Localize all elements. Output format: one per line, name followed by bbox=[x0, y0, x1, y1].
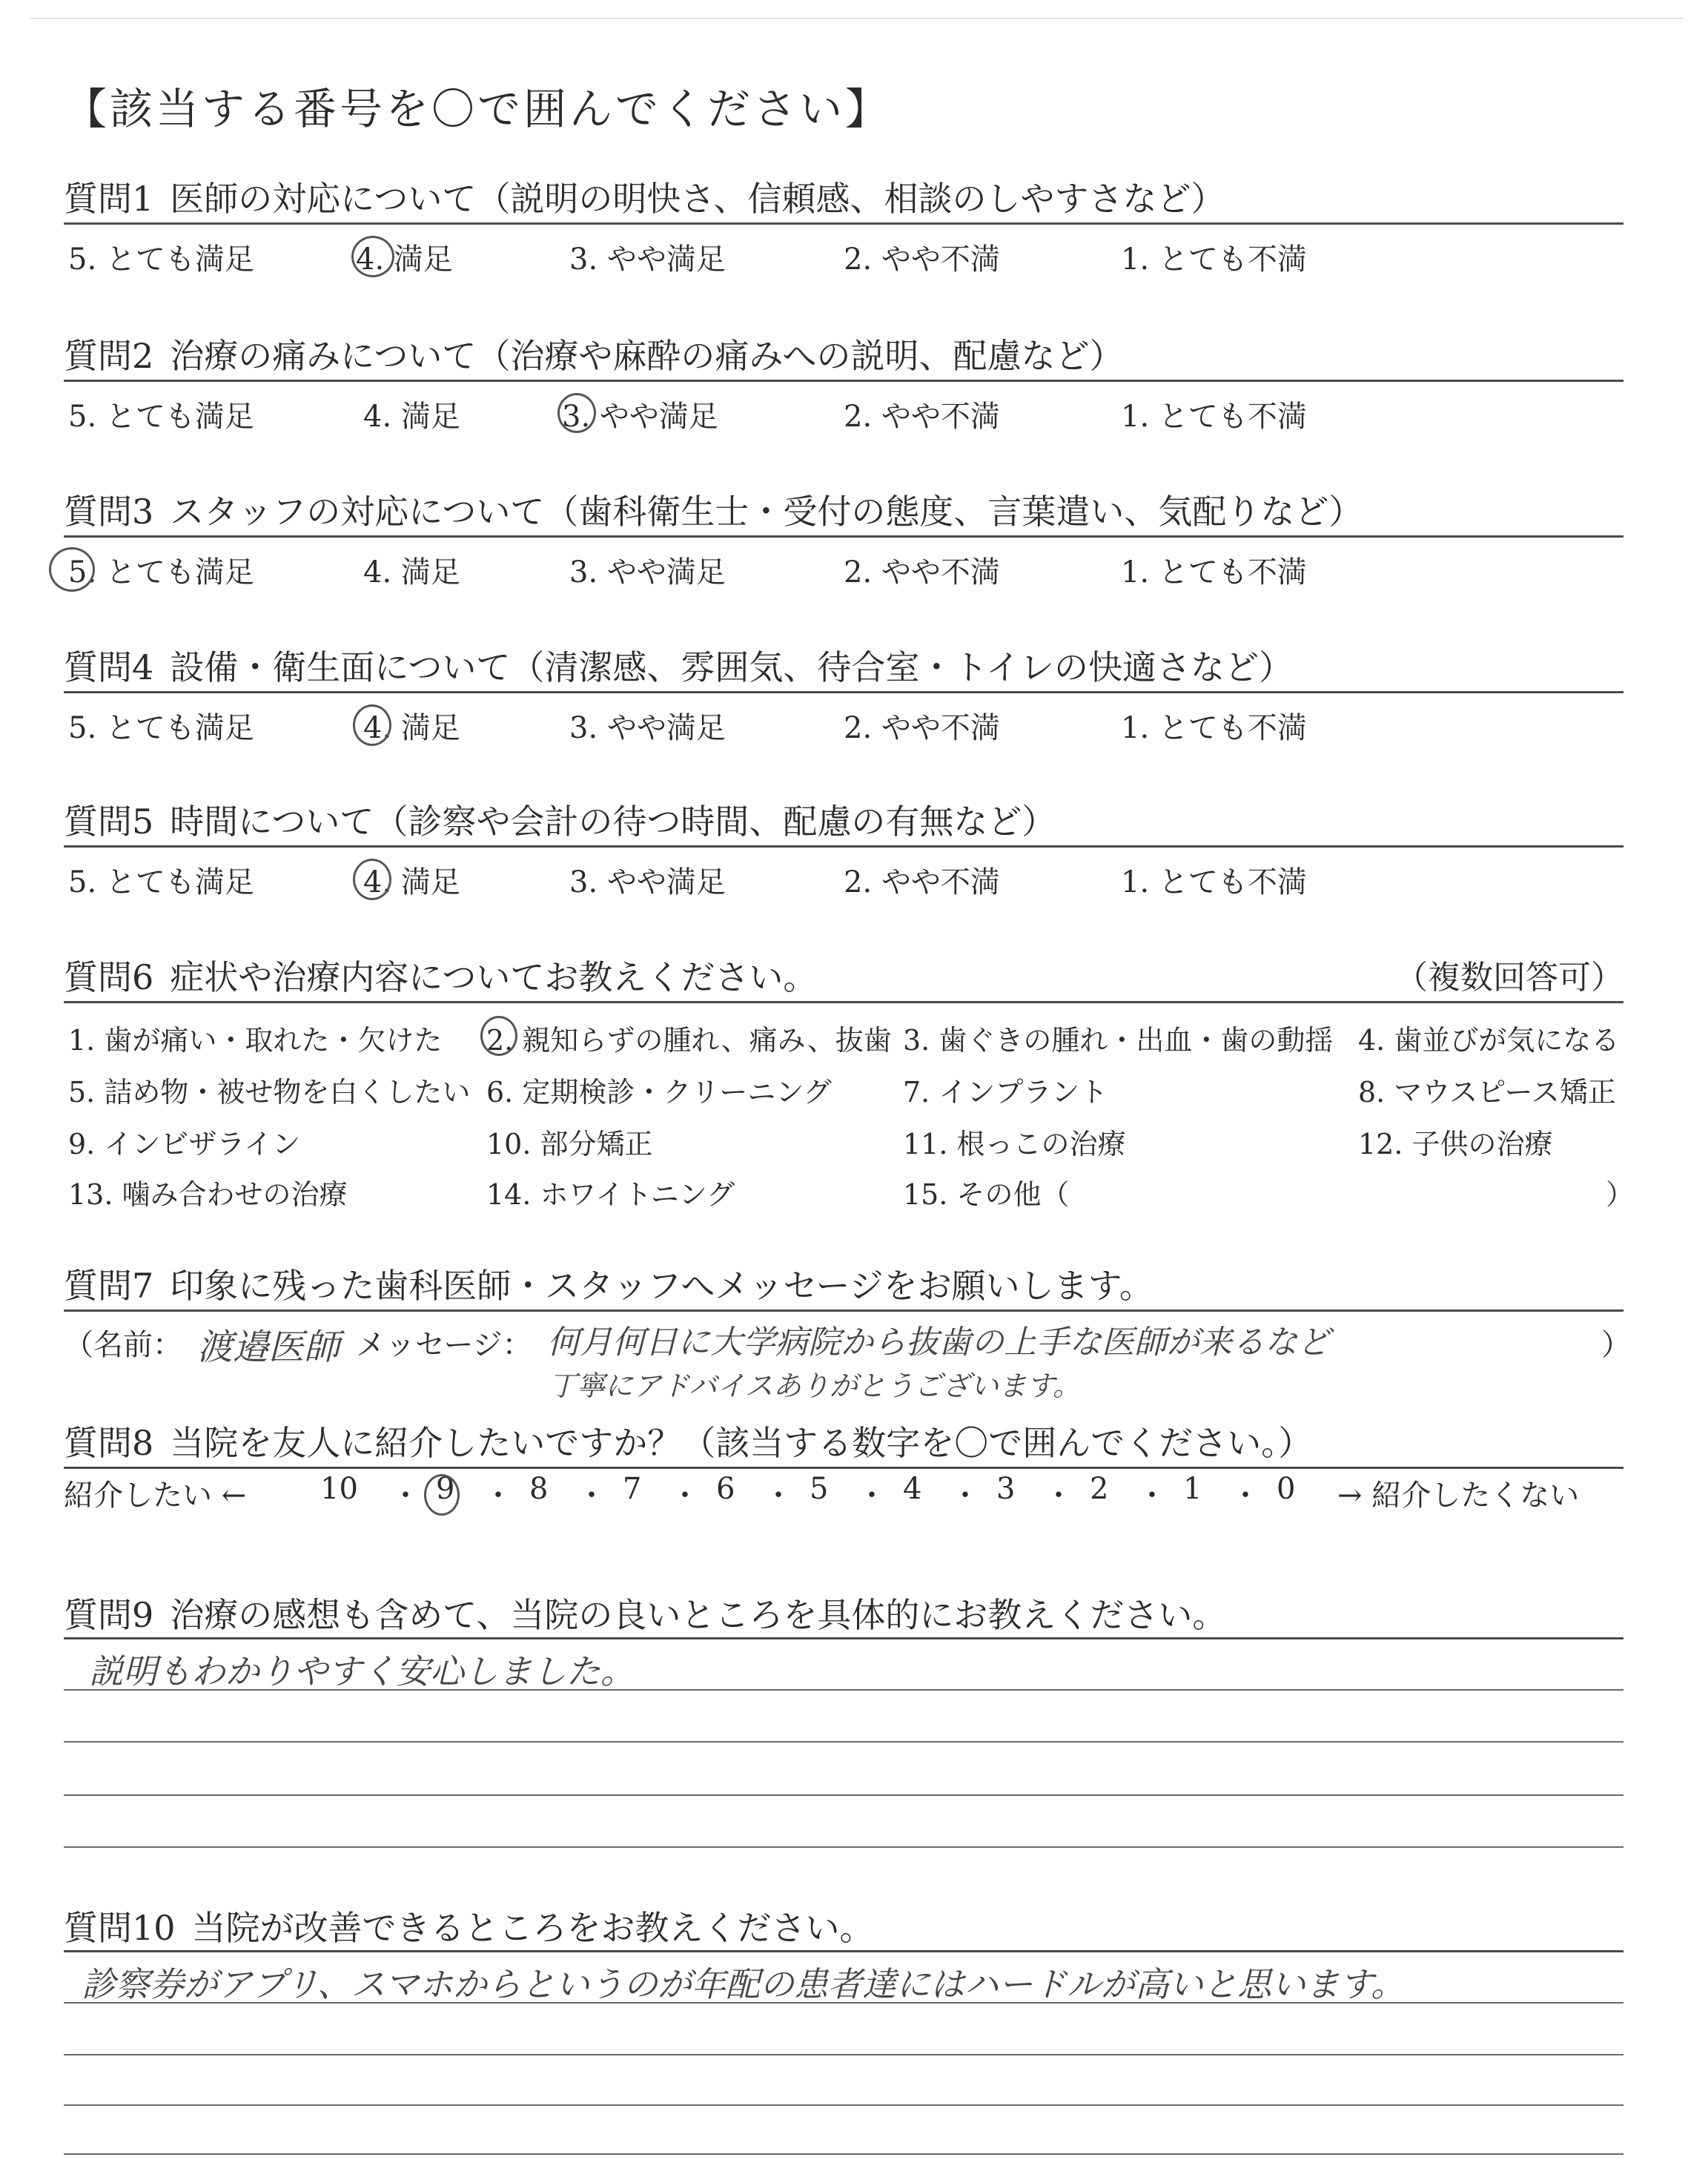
question-number: 質問8 bbox=[64, 1423, 154, 1463]
question-7-heading bbox=[64, 1259, 1153, 1308]
question-text: スタッフの対応について（歯科衛生士・受付の態度、言葉遣い、気配りなど） bbox=[170, 492, 1363, 532]
q6-other-close-paren: ） bbox=[1606, 1178, 1635, 1211]
scale-dot: ・ bbox=[950, 1479, 980, 1513]
scale-dot: ・ bbox=[1137, 1479, 1167, 1513]
question-number: 質問9 bbox=[64, 1595, 154, 1635]
q6-option-3[interactable]: 3. 歯ぐきの腫れ・出血・歯の動揺 bbox=[903, 1024, 1334, 1057]
q1-option-1[interactable]: 1. とても不満 bbox=[1121, 242, 1307, 277]
scale-10[interactable]: 10 bbox=[320, 1472, 358, 1506]
question-number: 質問6 bbox=[64, 957, 154, 997]
scale-0[interactable]: 0 bbox=[1277, 1472, 1296, 1506]
question-text: 治療の感想も含めて、当院の良いところを具体的にお教えください。 bbox=[170, 1595, 1227, 1635]
q6-option-8[interactable]: 8. マウスピース矯正 bbox=[1358, 1076, 1616, 1109]
q2-option-5[interactable]: 5. とても満足 bbox=[68, 400, 254, 434]
q4-option-2[interactable]: 2. やや不満 bbox=[844, 711, 1000, 745]
q4-selection-circle bbox=[353, 704, 391, 746]
question-text: 当院を友人に紹介したいですか？（該当する数字を〇で囲んでください。） bbox=[170, 1423, 1313, 1463]
answer-line bbox=[64, 2054, 1623, 2055]
scale-dot: ・ bbox=[1044, 1479, 1073, 1513]
q3-selection-circle bbox=[49, 547, 95, 592]
page-title: 【該当する番号を〇で囲んでください】 bbox=[64, 84, 892, 134]
question-10-rule bbox=[64, 1950, 1623, 1952]
q9-answer-handwriting[interactable]: 説明もわかりやすく安心しました。 bbox=[89, 1651, 635, 1691]
question-number: 質問7 bbox=[64, 1266, 154, 1306]
question-text: 設備・衛生面について（清潔感、雰囲気、待合室・トイレの快適さなど） bbox=[170, 647, 1294, 687]
scale-dot: ・ bbox=[1231, 1479, 1260, 1513]
q2-option-2[interactable]: 2. やや不満 bbox=[844, 400, 1000, 434]
question-10-heading bbox=[64, 1901, 874, 1950]
message-handwriting-line-1[interactable]: 何月何日に大学病院から抜歯の上手な医師が来るなど bbox=[547, 1324, 1330, 1361]
answer-line bbox=[64, 2104, 1623, 2106]
name-handwriting[interactable]: 渡邉医師 bbox=[197, 1327, 340, 1368]
question-8-rule bbox=[64, 1467, 1623, 1469]
message-label: メッセージ： bbox=[356, 1328, 532, 1362]
scale-3[interactable]: 3 bbox=[996, 1472, 1016, 1506]
q5-option-3[interactable]: 3. やや満足 bbox=[569, 865, 726, 899]
q4-option-3[interactable]: 3. やや満足 bbox=[569, 711, 726, 745]
q2-selection-circle bbox=[557, 393, 596, 433]
q3-option-3[interactable]: 3. やや満足 bbox=[569, 555, 726, 589]
q6-option-11[interactable]: 11. 根っこの治療 bbox=[903, 1128, 1126, 1160]
question-9-heading bbox=[64, 1588, 1226, 1637]
question-3-heading bbox=[64, 485, 1363, 534]
q1-option-3[interactable]: 3. やや満足 bbox=[569, 242, 726, 277]
q6-option-15[interactable]: 15. その他（ bbox=[903, 1178, 1070, 1211]
q2-option-4[interactable]: 4. 満足 bbox=[363, 400, 460, 434]
scale-dot: ・ bbox=[391, 1479, 420, 1513]
q8-selection-circle bbox=[424, 1474, 460, 1516]
q6-option-5[interactable]: 5. 詰め物・被せ物を白くしたい bbox=[68, 1076, 471, 1109]
q6-option-12[interactable]: 12. 子供の治療 bbox=[1358, 1128, 1553, 1160]
question-number: 質問4 bbox=[64, 647, 154, 687]
q6-option-9[interactable]: 9. インビザライン bbox=[68, 1128, 301, 1160]
top-divider bbox=[30, 18, 1683, 19]
q6-option-14[interactable]: 14. ホワイトニング bbox=[486, 1178, 735, 1211]
q1-selection-circle bbox=[351, 236, 394, 277]
question-text: 印象に残った歯科医師・スタッフへメッセージをお願いします。 bbox=[170, 1266, 1153, 1306]
q5-selection-circle bbox=[353, 859, 391, 900]
question-text: 医師の対応について（説明の明快さ、信頼感、相談のしやすさなど） bbox=[170, 179, 1225, 219]
q3-option-2[interactable]: 2. やや不満 bbox=[844, 555, 1000, 589]
question-2-heading bbox=[64, 329, 1123, 378]
question-7-rule bbox=[64, 1309, 1623, 1312]
scale-dot: ・ bbox=[483, 1479, 513, 1513]
q6-selection-circle bbox=[480, 1016, 517, 1056]
message-close-paren: ） bbox=[1601, 1328, 1631, 1362]
answer-line bbox=[64, 1689, 1623, 1691]
scale-left-label: 紹介したい ← bbox=[64, 1479, 247, 1513]
q5-option-1[interactable]: 1. とても不満 bbox=[1121, 865, 1307, 899]
scale-dot: ・ bbox=[764, 1479, 793, 1513]
question-3-rule bbox=[64, 535, 1623, 538]
question-5-rule bbox=[64, 845, 1623, 848]
q6-option-7[interactable]: 7. インプラント bbox=[903, 1076, 1108, 1109]
answer-line bbox=[64, 1794, 1623, 1796]
question-4-heading bbox=[64, 641, 1293, 690]
q6-option-13[interactable]: 13. 噛み合わせの治療 bbox=[68, 1178, 348, 1211]
q4-option-5[interactable]: 5. とても満足 bbox=[68, 711, 254, 745]
q6-option-2[interactable]: 2. 親知らずの腫れ、痛み、抜歯 bbox=[486, 1024, 892, 1057]
scale-dot: ・ bbox=[577, 1479, 606, 1513]
question-number: 質問10 bbox=[64, 1908, 176, 1948]
question-number: 質問3 bbox=[64, 492, 154, 532]
question-number: 質問2 bbox=[64, 336, 154, 376]
question-number: 質問1 bbox=[64, 179, 154, 219]
question-5-heading bbox=[64, 795, 1056, 844]
scale-9[interactable]: 9 bbox=[436, 1472, 455, 1506]
q4-option-4[interactable]: 4. 満足 bbox=[363, 711, 460, 745]
question-1-rule bbox=[64, 222, 1623, 225]
q5-option-5[interactable]: 5. とても満足 bbox=[68, 865, 254, 899]
question-6-rule bbox=[64, 1001, 1623, 1003]
scale-6[interactable]: 6 bbox=[716, 1472, 735, 1506]
question-8-heading bbox=[64, 1416, 1312, 1465]
scale-5[interactable]: 5 bbox=[810, 1472, 829, 1506]
q6-option-10[interactable]: 10. 部分矯正 bbox=[486, 1128, 653, 1160]
question-number: 質問5 bbox=[64, 802, 154, 842]
q3-option-1[interactable]: 1. とても不満 bbox=[1121, 555, 1307, 589]
question-2-rule bbox=[64, 380, 1623, 382]
scale-dot: ・ bbox=[857, 1479, 887, 1513]
question-9-rule bbox=[64, 1637, 1623, 1639]
q10-answer-handwriting[interactable]: 診察券がアプリ、スマホからというのが年配の患者達にはハードルが高いと思います。 bbox=[82, 1964, 1406, 2004]
question-1-heading bbox=[64, 172, 1225, 221]
scale-8[interactable]: 8 bbox=[529, 1472, 549, 1506]
scale-right-label: → 紹介したくない bbox=[1337, 1479, 1580, 1513]
question-text: 時間について（診察や会計の待つ時間、配慮の有無など） bbox=[170, 802, 1056, 842]
q4-option-1[interactable]: 1. とても不満 bbox=[1121, 711, 1307, 745]
question-6-heading bbox=[64, 951, 817, 1000]
answer-line bbox=[64, 1846, 1623, 1848]
message-handwriting-line-2[interactable]: 丁寧にアドバイスありがとうございます。 bbox=[549, 1370, 1081, 1402]
scale-1[interactable]: 1 bbox=[1183, 1472, 1202, 1506]
q2-option-1[interactable]: 1. とても不満 bbox=[1121, 400, 1307, 434]
q5-option-2[interactable]: 2. やや不満 bbox=[844, 865, 1000, 899]
question-text: 当院が改善できるところをお教えください。 bbox=[191, 1908, 874, 1948]
q5-option-4[interactable]: 4. 満足 bbox=[363, 865, 460, 899]
multiple-answer-note: （複数回答可） bbox=[1395, 959, 1623, 997]
q6-option-4[interactable]: 4. 歯並びが気になる bbox=[1358, 1024, 1620, 1057]
answer-line bbox=[64, 2153, 1623, 2155]
q2-option-3[interactable]: 3. やや満足 bbox=[562, 400, 718, 434]
scale-dot: ・ bbox=[670, 1479, 700, 1513]
scale-4[interactable]: 4 bbox=[903, 1472, 922, 1506]
q1-option-5[interactable]: 5. とても満足 bbox=[68, 242, 254, 277]
name-label: （名前： bbox=[64, 1328, 182, 1362]
answer-line bbox=[64, 1741, 1623, 1743]
scale-2[interactable]: 2 bbox=[1090, 1472, 1109, 1506]
question-text: 症状や治療内容についてお教えください。 bbox=[170, 957, 818, 997]
scale-7[interactable]: 7 bbox=[623, 1472, 642, 1506]
question-4-rule bbox=[64, 691, 1623, 693]
question-text: 治療の痛みについて（治療や麻酔の痛みへの説明、配慮など） bbox=[170, 336, 1124, 376]
q3-option-4[interactable]: 4. 満足 bbox=[363, 555, 460, 589]
answer-line bbox=[64, 2002, 1623, 2004]
q1-option-2[interactable]: 2. やや不満 bbox=[844, 242, 1000, 277]
q6-option-1[interactable]: 1. 歯が痛い・取れた・欠けた bbox=[68, 1024, 443, 1057]
q6-option-6[interactable]: 6. 定期検診・クリーニング bbox=[486, 1076, 832, 1109]
q1-option-4[interactable]: 4. 満足 bbox=[356, 242, 453, 277]
q3-option-5[interactable]: 5. とても満足 bbox=[68, 555, 254, 589]
